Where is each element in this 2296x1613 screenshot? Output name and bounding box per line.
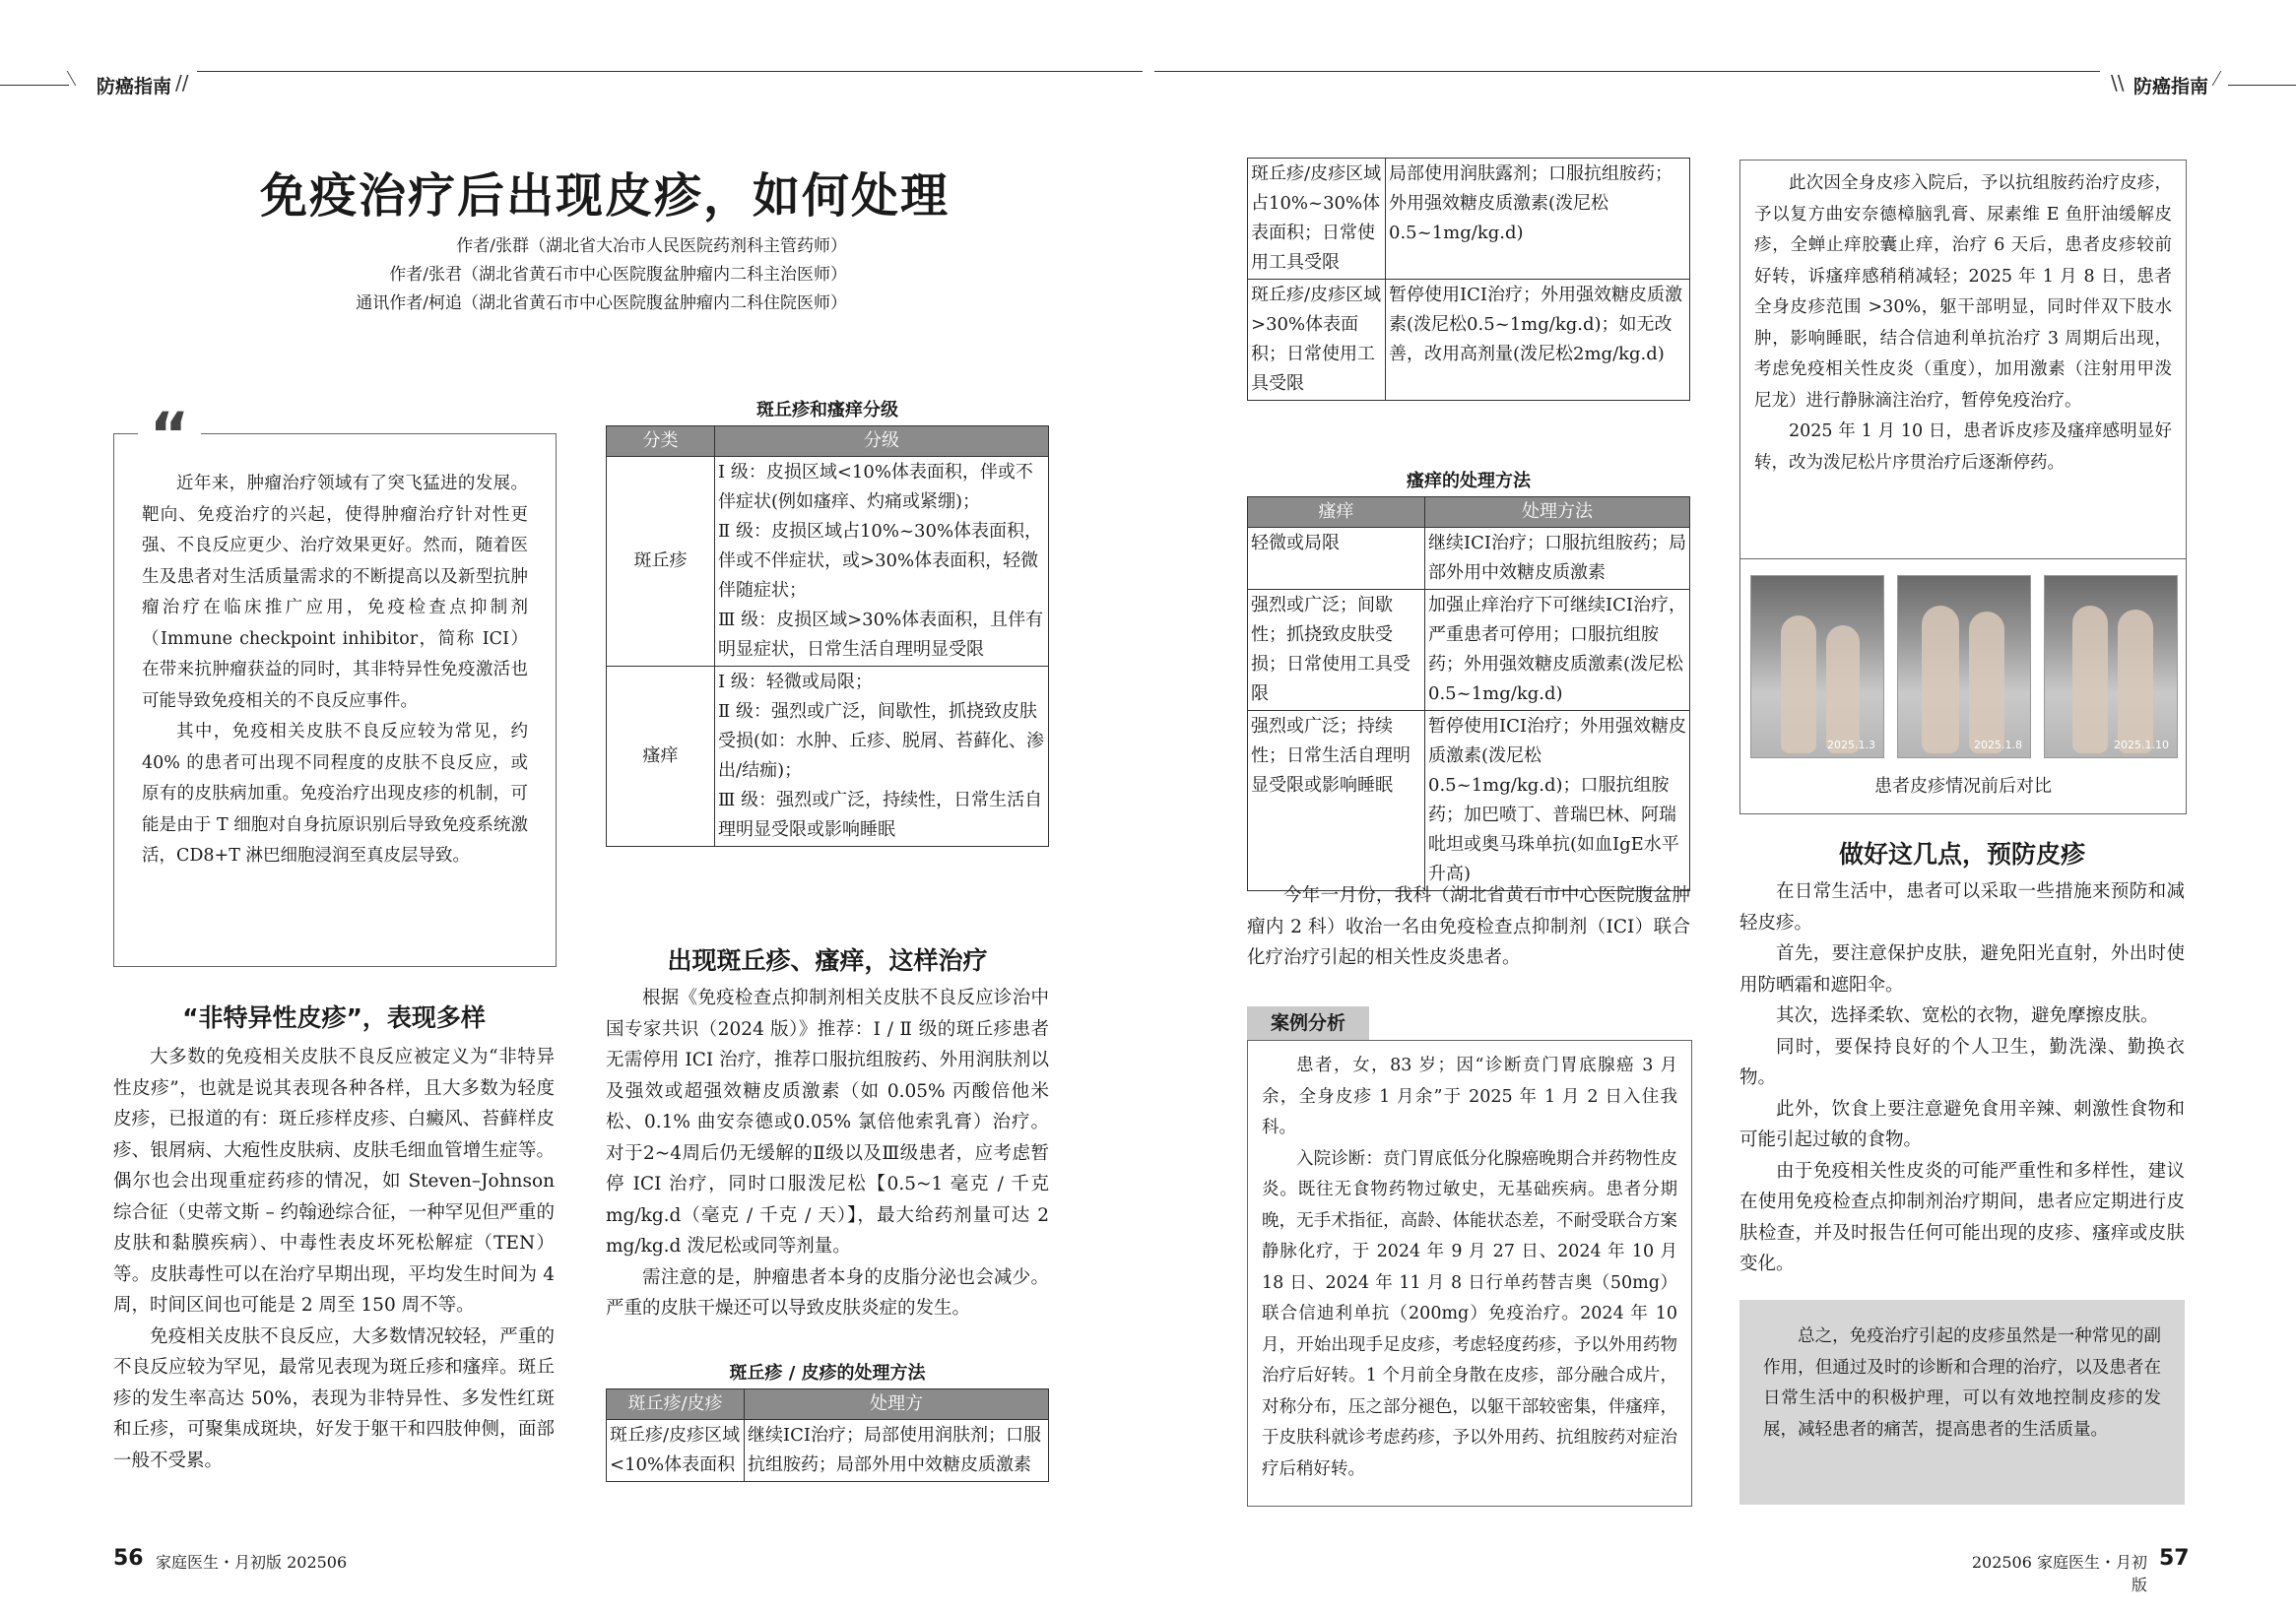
body-paragraph: 由于免疫相关性皮炎的可能严重性和多样性，建议在使用免疫检查点抑制剂治疗期间，患者应定期进行皮肤检查，并及时报告任何可能出现的皮疹、瘙痒或皮肤变化。 bbox=[1739, 1160, 2185, 1274]
body-paragraph: 同时，要保持良好的个人卫生，勤洗澡、勤换衣物。 bbox=[1739, 1036, 2185, 1088]
table-row bbox=[607, 457, 1049, 667]
table-cell-category: 斑丘疹 bbox=[607, 457, 715, 667]
body-paragraph: 在日常生活中，患者可以采取一些措施来预防和减轻皮疹。 bbox=[1739, 881, 2185, 934]
table-cell: 斑丘疹/皮疹区域占10%~30%体表面积；日常使用工具受限 bbox=[1248, 159, 1386, 280]
body-paragraph: 免疫相关皮肤不良反应，大多数情况较轻，严重的不良反应较为罕见，最常见表现为斑丘疹和瘙痒。斑丘疹的发生率高达 50%，表现为非特异性、多发性红斑和丘疹，可聚集成斑块，好发于躯干和四肢伸侧，面部一般不受累。 bbox=[113, 1325, 555, 1471]
table-row bbox=[607, 1420, 1049, 1482]
table-caption: 瘙痒的处理方法 bbox=[1407, 471, 1531, 491]
patient-photo bbox=[2044, 575, 2178, 758]
table-cell: 强烈或广泛；持续性；日常生活自理明显受限或影响睡眠 bbox=[1248, 711, 1425, 891]
case-paragraph: 2025 年 1 月 10 日，患者诉皮疹及瘙痒感明显好转，改为泼尼松片序贯治疗后逐渐停药。 bbox=[1754, 421, 2172, 473]
body-paragraph: 大多数的免疫相关皮肤不良反应被定义为“非特异性皮疹”，也就是说其表现各种各样，且大多数为轻度皮疹，已报道的有：斑丘疹样皮疹、白癜风、苔藓样皮疹、银屑病、大疱性皮肤病、皮肤毛细血管增生症等。偶尔也会出现重症药疹的情况，如 Steven–Johnson 综合征（史蒂文斯 – 约翰逊综合征，一种罕见但严重的皮肤和黏膜疾病）、中毒性表皮坏死松解症（TEN）等。皮肤毒性可以在治疗早期出现，平均发生时间为 4 周，时间区间也可能是 2 周至 150 周不等。 bbox=[113, 1047, 555, 1316]
case-box-continued bbox=[1739, 160, 2187, 559]
table-cell: 斑丘疹/皮疹区域<10%体表面积 bbox=[607, 1420, 745, 1482]
photo-date: 2025.1.3 bbox=[1827, 739, 1875, 751]
intro-text bbox=[142, 469, 528, 872]
quote-icon: “ bbox=[138, 416, 201, 460]
table-cell: 强烈或广泛；间歇性；抓挠致皮肤受损；日常使用工具受限 bbox=[1248, 590, 1425, 711]
author-line: 通讯作者/柯追（湖北省黄石市中心医院腹盆肿瘤内二科住院医师） bbox=[356, 293, 847, 313]
table-cell: 轻微或局限 bbox=[1248, 528, 1425, 590]
table-cell: 继续ICI治疗；局部使用润肤剂；口服抗组胺药；局部外用中效糖皮质激素 bbox=[745, 1420, 1049, 1482]
summary-text: 总之，免疫治疗引起的皮疹虽然是一种常见的副作用，但通过及时的诊断和合理的治疗，以及患者在日常生活中的积极护理，可以有效地控制皮疹的发展，减轻患者的痛苦，提高患者的生活质量。 bbox=[1763, 1326, 2161, 1440]
header-slash-right: \\ bbox=[2111, 71, 2125, 95]
table-header: 处理方 bbox=[745, 1389, 1049, 1420]
body-paragraph: 其次，选择柔软、宽松的衣物，避免摩擦皮肤。 bbox=[1776, 1005, 2159, 1026]
table-header: 瘙痒 bbox=[1248, 497, 1425, 528]
intro-paragraph: 其中，免疫相关皮肤不良反应较为常见，约 40% 的患者可出现不同程度的皮肤不良反应，或原有的皮肤病加重。免疫治疗出现皮疹的机制，可能是由于 T 细胞对自身抗原识别后导致免疫系统激活，CD8+T 淋巴细胞浸润至真皮层导致。 bbox=[142, 722, 528, 866]
page-number-right: 57 bbox=[2159, 1546, 2190, 1571]
byline bbox=[286, 232, 847, 318]
case-text bbox=[1740, 161, 2186, 479]
header-top-rule-left bbox=[197, 71, 1143, 72]
section-heading: 做好这几点，预防皮疹 bbox=[1838, 840, 2085, 869]
table-row bbox=[1248, 711, 1690, 891]
header-section-label-left: 防癌指南 bbox=[97, 76, 172, 97]
case-paragraph: 此次因全身皮疹入院后，予以抗组胺药治疗皮疹，予以复方曲安奈德樟脑乳膏、尿素维 E 鱼肝油缓解皮疹，全蝉止痒胶囊止痒，治疗 6 天后，患者皮疹较前好转，诉瘙痒感稍稍减轻；2025 年 1 月 8 日，患者全身皮疹范围 >30%，躯干部明显，同时伴双下肢水肿，影响睡眠，结合信迪利单抗治疗 3 周期后出现，考虑免疫相关性皮炎（重度），加用激素（注射用甲泼尼龙）进行静脉滴注治疗，暂停免疫治疗。 bbox=[1754, 173, 2172, 411]
body-paragraph: 今年一月份，我科（湖北省黄石市中心医院腹盆肿瘤内 2 科）收治一名由免疫检查点抑制剂（ICI）联合化疗治疗引起的相关性皮炎患者。 bbox=[1247, 885, 1690, 968]
footer-publication-right: 202506 家庭医生・月初版 bbox=[1971, 1553, 2147, 1594]
table-header: 分级 bbox=[715, 426, 1049, 457]
itch-table bbox=[1247, 496, 1690, 891]
case-box bbox=[1247, 1040, 1692, 1507]
footer-publication-left: 家庭医生・月初版 202506 bbox=[156, 1553, 348, 1572]
table-header: 处理方法 bbox=[1425, 497, 1690, 528]
case-paragraph: 入院诊断：贲门胃底低分化腺癌晚期合并药物性皮炎。既往无食物药物过敏史，无基础疾病。患者分期晚，无手术指征，高龄、体能状态差，不耐受联合方案静脉化疗，于 2024 年 9 月 27 日、2024 年 10 月 18 日、2024 年 11 月 8 日行单药替吉奥（50mg）联合信迪利单抗（200mg）免疫治疗。2024 年 10 月，开始出现手足皮疹，考虑轻度药疹，予以外用药物治疗后好转。1 个月前全身散在皮疹，部分融合成片，对称分布，压之部分褪色，以躯干部较密集，伴瘙痒，于皮肤科就诊考虑药疹，予以外用药、抗组胺药对症治疗后稍好转。 bbox=[1262, 1148, 1677, 1479]
case-text bbox=[1248, 1041, 1691, 1485]
table-cell: 暂停使用ICI治疗；外用强效糖皮质激素(泼尼松0.5~1mg/kg.d)；口服抗组胺药；加巴喷丁、普瑞巴林、阿瑞吡坦或奥马珠单抗(如血IgE水平升高) bbox=[1425, 711, 1690, 891]
header-slant-left bbox=[67, 71, 85, 86]
grading-table bbox=[606, 425, 1049, 847]
photo-panel bbox=[1739, 557, 2187, 814]
table-cell-grades bbox=[715, 667, 1049, 847]
body-paragraph: 首先，要注意保护皮肤，避免阳光直射，外出时使用防晒霜和遮阳伞。 bbox=[1739, 943, 2185, 996]
grade-line: Ⅲ 级：皮损区域>30%体表面积，且伴有明显症状，日常生活自理明显受限 bbox=[718, 610, 1044, 660]
table-cell: 斑丘疹/皮疹区域>30%体表面积；日常使用工具受限 bbox=[1248, 280, 1386, 401]
section-heading: 出现斑丘疹、瘙痒，这样治疗 bbox=[667, 946, 988, 975]
case-intro bbox=[1247, 880, 1690, 974]
body-paragraph: 此外，饮食上要注意避免食用辛辣、刺激性食物和可能引起过敏的食物。 bbox=[1739, 1098, 2185, 1150]
table-cell: 暂停使用ICI治疗；外用强效糖皮质激素(泼尼松0.5~1mg/kg.d)；如无改善，改用高剂量(泼尼松2mg/kg.d) bbox=[1386, 280, 1690, 401]
table-row bbox=[1248, 590, 1690, 711]
table-header: 斑丘疹/皮疹 bbox=[607, 1389, 745, 1420]
header-top-rule-right bbox=[1154, 71, 2100, 72]
header-section-label-right: 防癌指南 bbox=[2133, 76, 2209, 97]
photo-date: 2025.1.8 bbox=[1974, 739, 2022, 751]
table-row bbox=[1248, 280, 1690, 401]
table-row bbox=[607, 667, 1049, 847]
photo-date: 2025.1.10 bbox=[2114, 739, 2169, 751]
table-cell: 加强止痒治疗下可继续ICI治疗，严重患者可停用；口服抗组胺药；外用强效糖皮质激素(泼尼松0.5~1mg/kg.d) bbox=[1425, 590, 1690, 711]
patient-photo bbox=[1750, 575, 1884, 758]
photo-caption: 患者皮疹情况前后对比 bbox=[1874, 776, 2052, 797]
body-paragraph: 需注意的是，肿瘤患者本身的皮脂分泌也会减少。严重的皮肤干燥还可以导致皮肤炎症的发生。 bbox=[606, 1266, 1049, 1319]
section3-body bbox=[1739, 876, 2185, 1280]
intro-paragraph: 近年来，肿瘤治疗领域有了突飞猛进的发展。靶向、免疫治疗的兴起，使得肿瘤治疗针对性更强、不良反应更少、治疗效果更好。然而，随着医生及患者对生活质量需求的不断提高以及新型抗肿瘤治疗在临床推广应用，免疫检查点抑制剂（Immune checkpoint inhibitor，简称 ICI）在带来抗肿瘤获益的同时，其非特异性免疫激活也可能导致免疫相关的不良反应事件。 bbox=[142, 474, 528, 711]
table-row bbox=[1248, 159, 1690, 280]
rash-table-part1 bbox=[606, 1388, 1049, 1482]
body-paragraph: 根据《免疫检查点抑制剂相关皮肤不良反应诊治中国专家共识（2024 版）》推荐：Ⅰ / Ⅱ 级的斑丘疹患者无需停用 ICI 治疗，推荐口服抗组胺药、外用润肤剂以及强效或超强效糖皮质激素（如 0.05% 丙酸倍他米松、0.1% 曲安奈德或0.05% 氯倍他索乳膏）治疗。对于2~4周后仍无缓解的Ⅱ级以及Ⅲ级患者，应考虑暂停 ICI 治疗，同时口服泼尼松【0.5~1 毫克 / 千克 mg/kg.d（毫克 / 千克 / 天）】，最大给药剂量可达 2 mg/kg.d 泼尼松或同等剂量。 bbox=[606, 988, 1049, 1257]
header-slash-left: // bbox=[175, 71, 189, 95]
summary-box bbox=[1739, 1300, 2185, 1505]
patient-photo bbox=[1897, 575, 2031, 758]
table-cell-grades bbox=[715, 457, 1049, 667]
header-rule-left bbox=[0, 85, 69, 86]
section2-body bbox=[606, 983, 1049, 1324]
rash-table-part2 bbox=[1247, 158, 1690, 401]
page-number-left: 56 bbox=[113, 1546, 144, 1571]
case-paragraph: 患者，女，83 岁；因“诊断贲门胃底腺癌 3 月余，全身皮疹 1 月余”于 2025 年 1 月 2 日入住我科。 bbox=[1262, 1056, 1677, 1137]
header-rule-right bbox=[2228, 85, 2296, 86]
header-slant-right bbox=[2212, 71, 2230, 86]
grade-line: Ⅱ 级：强烈或广泛，间歇性，抓挠致皮肤受损(如：水肿、丘疹、脱屑、苔藓化、渗出/结痂)； bbox=[718, 701, 1045, 781]
article-title: 免疫治疗后出现皮疹，如何处理 bbox=[260, 168, 951, 224]
case-label: 案例分析 bbox=[1247, 1006, 1369, 1040]
grade-line: Ⅰ 级：皮损区域<10%体表面积，伴或不伴症状(例如瘙痒、灼痛或紧绷)； bbox=[718, 462, 1033, 512]
table-cell: 局部使用润肤露剂；口服抗组胺药；外用强效糖皮质激素(泼尼松0.5~1mg/kg.d) bbox=[1386, 159, 1690, 280]
table-caption: 斑丘疹 / 皮疹的处理方法 bbox=[729, 1363, 926, 1384]
author-line: 作者/张群（湖北省大冶市人民医院药剂科主管药师） bbox=[456, 236, 847, 256]
section1-body bbox=[113, 1042, 555, 1476]
table-caption: 斑丘疹和瘙痒分级 bbox=[756, 400, 898, 420]
table-row bbox=[1248, 528, 1690, 590]
table-header: 分类 bbox=[607, 426, 715, 457]
grade-line: Ⅱ 级：皮损区域占10%~30%体表面积，伴或不伴症状，或>30%体表面积，轻微伴随症状； bbox=[718, 521, 1043, 601]
grade-line: Ⅲ 级：强烈或广泛，持续性，日常生活自理明显受限或影响睡眠 bbox=[718, 790, 1043, 840]
section-heading: “非特异性皮疹”，表现多样 bbox=[182, 1003, 486, 1032]
table-cell: 继续ICI治疗；口服抗组胺药；局部外用中效糖皮质激素 bbox=[1425, 528, 1690, 590]
author-line: 作者/张君（湖北省黄石市中心医院腹盆肿瘤内二科主治医师） bbox=[389, 265, 847, 285]
table-cell-category: 瘙痒 bbox=[607, 667, 715, 847]
grade-line: Ⅰ 级：轻微或局限； bbox=[718, 672, 873, 692]
